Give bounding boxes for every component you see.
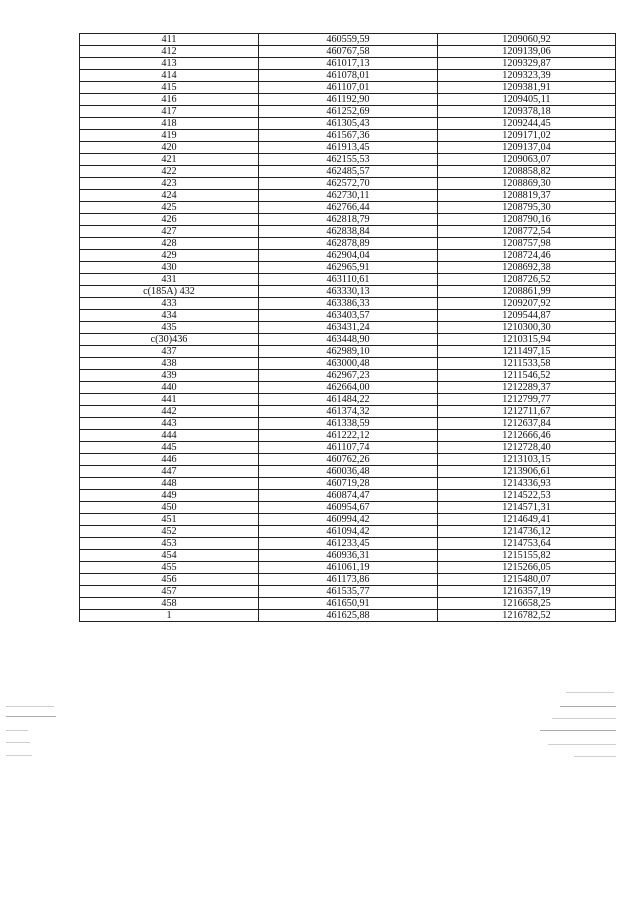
table-row (80, 466, 616, 478)
x-coordinate-cell: 461107,74 (259, 442, 438, 454)
y-coordinate-cell: 1209207,92 (438, 298, 616, 310)
x-coordinate-cell: 460719,28 (259, 478, 438, 490)
table-row (80, 430, 616, 442)
point-number-cell: 454 (80, 550, 259, 562)
table-row (80, 286, 616, 298)
table-row (80, 490, 616, 502)
x-coordinate-cell: 462766,44 (259, 202, 438, 214)
y-coordinate-cell: 1212799,77 (438, 394, 616, 406)
point-number-cell: 444 (80, 430, 259, 442)
x-coordinate-cell: 463000,48 (259, 358, 438, 370)
point-number-cell: 426 (80, 214, 259, 226)
table-row (80, 106, 616, 118)
y-coordinate-cell: 1208795,30 (438, 202, 616, 214)
point-number-cell: 412 (80, 46, 259, 58)
y-coordinate-cell: 1209244,45 (438, 118, 616, 130)
x-coordinate-cell: 461017,13 (259, 58, 438, 70)
x-coordinate-cell: 461913,45 (259, 142, 438, 154)
point-number-cell: 413 (80, 58, 259, 70)
y-coordinate-cell: 1214649,41 (438, 514, 616, 526)
point-number-cell: 435 (80, 322, 259, 334)
x-coordinate-cell: 462485,57 (259, 166, 438, 178)
y-coordinate-cell: 1214336,93 (438, 478, 616, 490)
table-row (80, 454, 616, 466)
point-number-cell: 455 (80, 562, 259, 574)
point-number-cell: 416 (80, 94, 259, 106)
x-coordinate-cell: 462572,70 (259, 178, 438, 190)
point-number-cell: 417 (80, 106, 259, 118)
x-coordinate-cell: 463386,33 (259, 298, 438, 310)
point-number-cell: 430 (80, 262, 259, 274)
x-coordinate-cell: 460762,26 (259, 454, 438, 466)
y-coordinate-cell: 1212289,37 (438, 382, 616, 394)
point-number-cell: 449 (80, 490, 259, 502)
table-row (80, 130, 616, 142)
table-row (80, 598, 616, 610)
y-coordinate-cell: 1214522,53 (438, 490, 616, 502)
x-coordinate-cell: 461305,43 (259, 118, 438, 130)
point-number-cell: 419 (80, 130, 259, 142)
y-coordinate-cell: 1210300,30 (438, 322, 616, 334)
point-number-cell: 423 (80, 178, 259, 190)
table-row (80, 322, 616, 334)
x-coordinate-cell: 462904,04 (259, 250, 438, 262)
point-number-cell: 439 (80, 370, 259, 382)
point-number-cell: 442 (80, 406, 259, 418)
y-coordinate-cell: 1208790,16 (438, 214, 616, 226)
point-number-cell: c(30)436 (80, 334, 259, 346)
y-coordinate-cell: 1214753,64 (438, 538, 616, 550)
point-number-cell: 440 (80, 382, 259, 394)
point-number-cell: 421 (80, 154, 259, 166)
table-row (80, 574, 616, 586)
y-coordinate-cell: 1215480,07 (438, 574, 616, 586)
x-coordinate-cell: 461094,42 (259, 526, 438, 538)
point-number-cell: 456 (80, 574, 259, 586)
x-coordinate-cell: 461535,77 (259, 586, 438, 598)
x-coordinate-cell: 461233,45 (259, 538, 438, 550)
table-row (80, 334, 616, 346)
table-row (80, 142, 616, 154)
x-coordinate-cell: 462989,10 (259, 346, 438, 358)
table-row (80, 382, 616, 394)
y-coordinate-cell: 1215266,05 (438, 562, 616, 574)
y-coordinate-cell: 1208861,99 (438, 286, 616, 298)
coordinates-table (79, 33, 616, 622)
y-coordinate-cell: 1209329,87 (438, 58, 616, 70)
point-number-cell: 433 (80, 298, 259, 310)
table-row (80, 406, 616, 418)
point-number-cell: 429 (80, 250, 259, 262)
y-coordinate-cell: 1216658,25 (438, 598, 616, 610)
table-row (80, 502, 616, 514)
y-coordinate-cell: 1212637,84 (438, 418, 616, 430)
y-coordinate-cell: 1209378,18 (438, 106, 616, 118)
x-coordinate-cell: 463431,24 (259, 322, 438, 334)
x-coordinate-cell: 461173,86 (259, 574, 438, 586)
point-number-cell: 414 (80, 70, 259, 82)
point-number-cell: 451 (80, 514, 259, 526)
table-row (80, 526, 616, 538)
coordinates-table-body (80, 34, 616, 622)
table-row (80, 346, 616, 358)
x-coordinate-cell: 461078,01 (259, 70, 438, 82)
x-coordinate-cell: 460767,58 (259, 46, 438, 58)
x-coordinate-cell: 462878,89 (259, 238, 438, 250)
y-coordinate-cell: 1212728,40 (438, 442, 616, 454)
y-coordinate-cell: 1209060,92 (438, 34, 616, 46)
table-row (80, 34, 616, 46)
x-coordinate-cell: 461484,22 (259, 394, 438, 406)
table-row (80, 514, 616, 526)
table-row (80, 610, 616, 622)
table-row (80, 178, 616, 190)
table-row (80, 166, 616, 178)
table-row (80, 538, 616, 550)
table-row (80, 190, 616, 202)
y-coordinate-cell: 1214571,31 (438, 502, 616, 514)
y-coordinate-cell: 1208726,52 (438, 274, 616, 286)
point-number-cell: 448 (80, 478, 259, 490)
point-number-cell: c(185A) 432 (80, 286, 259, 298)
x-coordinate-cell: 462967,23 (259, 370, 438, 382)
point-number-cell: 437 (80, 346, 259, 358)
y-coordinate-cell: 1211546,52 (438, 370, 616, 382)
y-coordinate-cell: 1210315,94 (438, 334, 616, 346)
x-coordinate-cell: 460936,31 (259, 550, 438, 562)
x-coordinate-cell: 462730,11 (259, 190, 438, 202)
x-coordinate-cell: 460874,47 (259, 490, 438, 502)
table-row (80, 94, 616, 106)
x-coordinate-cell: 462965,91 (259, 262, 438, 274)
x-coordinate-cell: 461650,91 (259, 598, 438, 610)
table-row (80, 478, 616, 490)
point-number-cell: 1 (80, 610, 259, 622)
y-coordinate-cell: 1208772,54 (438, 226, 616, 238)
table-row (80, 358, 616, 370)
table-row (80, 298, 616, 310)
x-coordinate-cell: 461338,59 (259, 418, 438, 430)
point-number-cell: 443 (80, 418, 259, 430)
x-coordinate-cell: 460994,42 (259, 514, 438, 526)
y-coordinate-cell: 1208692,38 (438, 262, 616, 274)
point-number-cell: 411 (80, 34, 259, 46)
y-coordinate-cell: 1212711,67 (438, 406, 616, 418)
table-row (80, 310, 616, 322)
x-coordinate-cell: 462664,00 (259, 382, 438, 394)
x-coordinate-cell: 460036,48 (259, 466, 438, 478)
y-coordinate-cell: 1215155,82 (438, 550, 616, 562)
point-number-cell: 453 (80, 538, 259, 550)
table-row (80, 118, 616, 130)
y-coordinate-cell: 1209171,02 (438, 130, 616, 142)
y-coordinate-cell: 1208757,98 (438, 238, 616, 250)
table-row (80, 394, 616, 406)
x-coordinate-cell: 461107,01 (259, 82, 438, 94)
point-number-cell: 457 (80, 586, 259, 598)
table-row (80, 550, 616, 562)
point-number-cell: 418 (80, 118, 259, 130)
y-coordinate-cell: 1211497,15 (438, 346, 616, 358)
y-coordinate-cell: 1212666,46 (438, 430, 616, 442)
point-number-cell: 415 (80, 82, 259, 94)
point-number-cell: 452 (80, 526, 259, 538)
table-row (80, 262, 616, 274)
x-coordinate-cell: 460559,59 (259, 34, 438, 46)
point-number-cell: 425 (80, 202, 259, 214)
x-coordinate-cell: 461252,69 (259, 106, 438, 118)
y-coordinate-cell: 1209137,04 (438, 142, 616, 154)
y-coordinate-cell: 1208724,46 (438, 250, 616, 262)
table-row (80, 202, 616, 214)
x-coordinate-cell: 461061,19 (259, 562, 438, 574)
point-number-cell: 422 (80, 166, 259, 178)
table-row (80, 586, 616, 598)
point-number-cell: 428 (80, 238, 259, 250)
x-coordinate-cell: 463448,90 (259, 334, 438, 346)
y-coordinate-cell: 1209139,06 (438, 46, 616, 58)
x-coordinate-cell: 462838,84 (259, 226, 438, 238)
point-number-cell: 434 (80, 310, 259, 322)
x-coordinate-cell: 461625,88 (259, 610, 438, 622)
point-number-cell: 431 (80, 274, 259, 286)
point-number-cell: 420 (80, 142, 259, 154)
y-coordinate-cell: 1209381,91 (438, 82, 616, 94)
y-coordinate-cell: 1208869,30 (438, 178, 616, 190)
y-coordinate-cell: 1216357,19 (438, 586, 616, 598)
point-number-cell: 458 (80, 598, 259, 610)
y-coordinate-cell: 1213906,61 (438, 466, 616, 478)
y-coordinate-cell: 1209063,07 (438, 154, 616, 166)
x-coordinate-cell: 461567,36 (259, 130, 438, 142)
table-row (80, 214, 616, 226)
x-coordinate-cell: 461192,90 (259, 94, 438, 106)
x-coordinate-cell: 463330,13 (259, 286, 438, 298)
point-number-cell: 445 (80, 442, 259, 454)
table-row (80, 238, 616, 250)
y-coordinate-cell: 1209323,39 (438, 70, 616, 82)
table-row (80, 154, 616, 166)
point-number-cell: 450 (80, 502, 259, 514)
table-row (80, 82, 616, 94)
x-coordinate-cell: 463403,57 (259, 310, 438, 322)
table-row (80, 70, 616, 82)
table-row (80, 370, 616, 382)
point-number-cell: 424 (80, 190, 259, 202)
x-coordinate-cell: 462155,53 (259, 154, 438, 166)
y-coordinate-cell: 1208858,82 (438, 166, 616, 178)
y-coordinate-cell: 1209405,11 (438, 94, 616, 106)
y-coordinate-cell: 1214736,12 (438, 526, 616, 538)
x-coordinate-cell: 463110,61 (259, 274, 438, 286)
x-coordinate-cell: 462818,79 (259, 214, 438, 226)
point-number-cell: 438 (80, 358, 259, 370)
point-number-cell: 427 (80, 226, 259, 238)
y-coordinate-cell: 1211533,58 (438, 358, 616, 370)
y-coordinate-cell: 1213103,15 (438, 454, 616, 466)
table-row (80, 274, 616, 286)
table-row (80, 46, 616, 58)
x-coordinate-cell: 461222,12 (259, 430, 438, 442)
point-number-cell: 446 (80, 454, 259, 466)
table-row (80, 562, 616, 574)
x-coordinate-cell: 461374,32 (259, 406, 438, 418)
point-number-cell: 441 (80, 394, 259, 406)
y-coordinate-cell: 1208819,37 (438, 190, 616, 202)
table-row (80, 226, 616, 238)
table-row (80, 58, 616, 70)
x-coordinate-cell: 460954,67 (259, 502, 438, 514)
table-row (80, 250, 616, 262)
point-number-cell: 447 (80, 466, 259, 478)
table-row (80, 442, 616, 454)
table-row (80, 418, 616, 430)
y-coordinate-cell: 1216782,52 (438, 610, 616, 622)
y-coordinate-cell: 1209544,87 (438, 310, 616, 322)
